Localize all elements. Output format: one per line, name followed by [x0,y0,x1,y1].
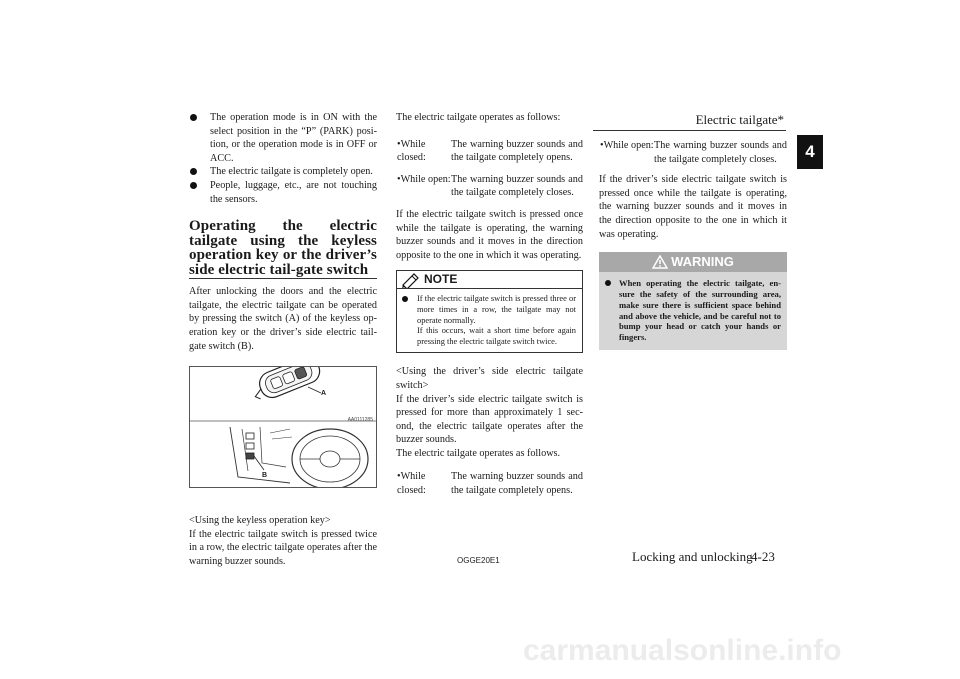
document-code: OGGE20E1 [457,556,500,565]
section-intro: After unlocking the doors and the electric tailgate, the electric tailgate can be operated by pressing the switch (A) of the keyless op-eration key or the driver’s side electric tail-gate switch (B). [189,286,377,352]
warning-body [599,272,787,350]
bullet-dot-icon [402,296,408,302]
driver-switch-subhead: <Using the driver’s side electric tailgate switch> [396,366,583,391]
keyless-key-and-switch-figure [189,366,377,488]
note-body [397,289,582,352]
operation-row-closed [396,138,583,165]
condition-item: The operation mode is in ON with the select position in the “P” (PARK) posi-tion, or the operation mode is in OFF or ACC. [189,111,377,165]
driver-switch-text: If the driver’s side electric tailgate switch is pressed for more than approximately 1 sec-ond, the electric tailgate operates after the buzzer sounds. [396,393,583,446]
figure-code: AA0111285 [347,417,373,424]
note-title: NOTE [424,272,458,287]
driver-switch-follow: The electric tailgate operates as follows. [396,447,561,459]
operation-text: The warning buzzer sounds and the tailgate completely opens. [451,138,583,164]
keyless-text: If the electric tailgate switch is pressed twice in a row, the electric tailgate operates after the warning buzzer sounds. [189,528,377,567]
chapter-tab: 4 [797,135,823,169]
operation-label: •While open: [600,140,654,151]
watermark: carmanualsonline.info [523,634,842,667]
note-item: If the electric tailgate switch is pressed three or more times in a row, the tailgate may not operate normally. If this occurs, wait a short time before again pressing the electric tailgate switch twice. [401,294,576,347]
operation-text: The warning buzzer sounds and the tailgate completely closes. [654,140,787,165]
column-3 [599,139,787,350]
operation-row-open [599,139,787,166]
bullet-dot-icon [605,280,611,286]
operation-text: The warning buzzer sounds and the tailgate completely closes. [451,173,583,199]
operation-row-closed [396,470,583,497]
operation-label: •While open: [397,173,451,185]
note-box [396,270,583,353]
operation-label: •While closed: [397,138,426,164]
bullet-dot-icon [190,114,197,121]
note-header [397,271,582,289]
warning-box [599,252,787,350]
operation-text: The warning buzzer sounds and the tailgate completely opens. [451,471,583,497]
warning-triangle-icon [652,255,668,269]
note-pencil-icon [400,272,422,288]
condition-item: The electric tailgate is completely open. [189,165,377,179]
warning-item: When operating the electric tailgate, en-sure the safety of the surrounding area, make sure there is sufficient space behind and above the vehicle, and be careful not to bump your head or catch your hands or fingers. [605,278,781,343]
bullet-dot-icon [190,182,197,189]
during-operation-text: If the electric tailgate switch is pressed once while the tailgate is operating, the warning buzzer sounds and it moves in the direction opposite to the one in which it was operating. [396,208,583,261]
keyless-subhead: <Using the keyless operation key> [189,515,331,527]
header-rule [593,130,786,131]
figure-label-b: B [262,472,268,480]
section-heading: Operating the electric tailgate using the keyless operation key or the driver’s side electric tail-gate switch [189,218,377,278]
driver-during-operation-text: If the driver’s side electric tailgate switch is pressed once while the tailgate is operating, the warning buzzer sounds and it moves in the direction opposite to the one in which it was operating. [599,174,787,240]
condition-list [189,111,377,206]
footer-section-title: Locking and unlocking [632,549,753,564]
warning-header [599,252,787,272]
column-2 [396,111,583,498]
operation-row-open [396,173,583,200]
operates-intro: The electric tailgate operates as follows: [396,112,561,123]
condition-item: People, luggage, etc., are not touching the sensors. [189,179,377,206]
figure-label-a: A [321,390,327,398]
column-1 [189,111,377,569]
section-heading-rule [189,278,377,279]
bullet-dot-icon [190,168,197,175]
running-header-title: Electric tailgate* [695,112,784,127]
page-number: 4-23 [751,549,775,564]
warning-title: WARNING [671,254,734,270]
operation-label: •While closed: [397,471,426,497]
